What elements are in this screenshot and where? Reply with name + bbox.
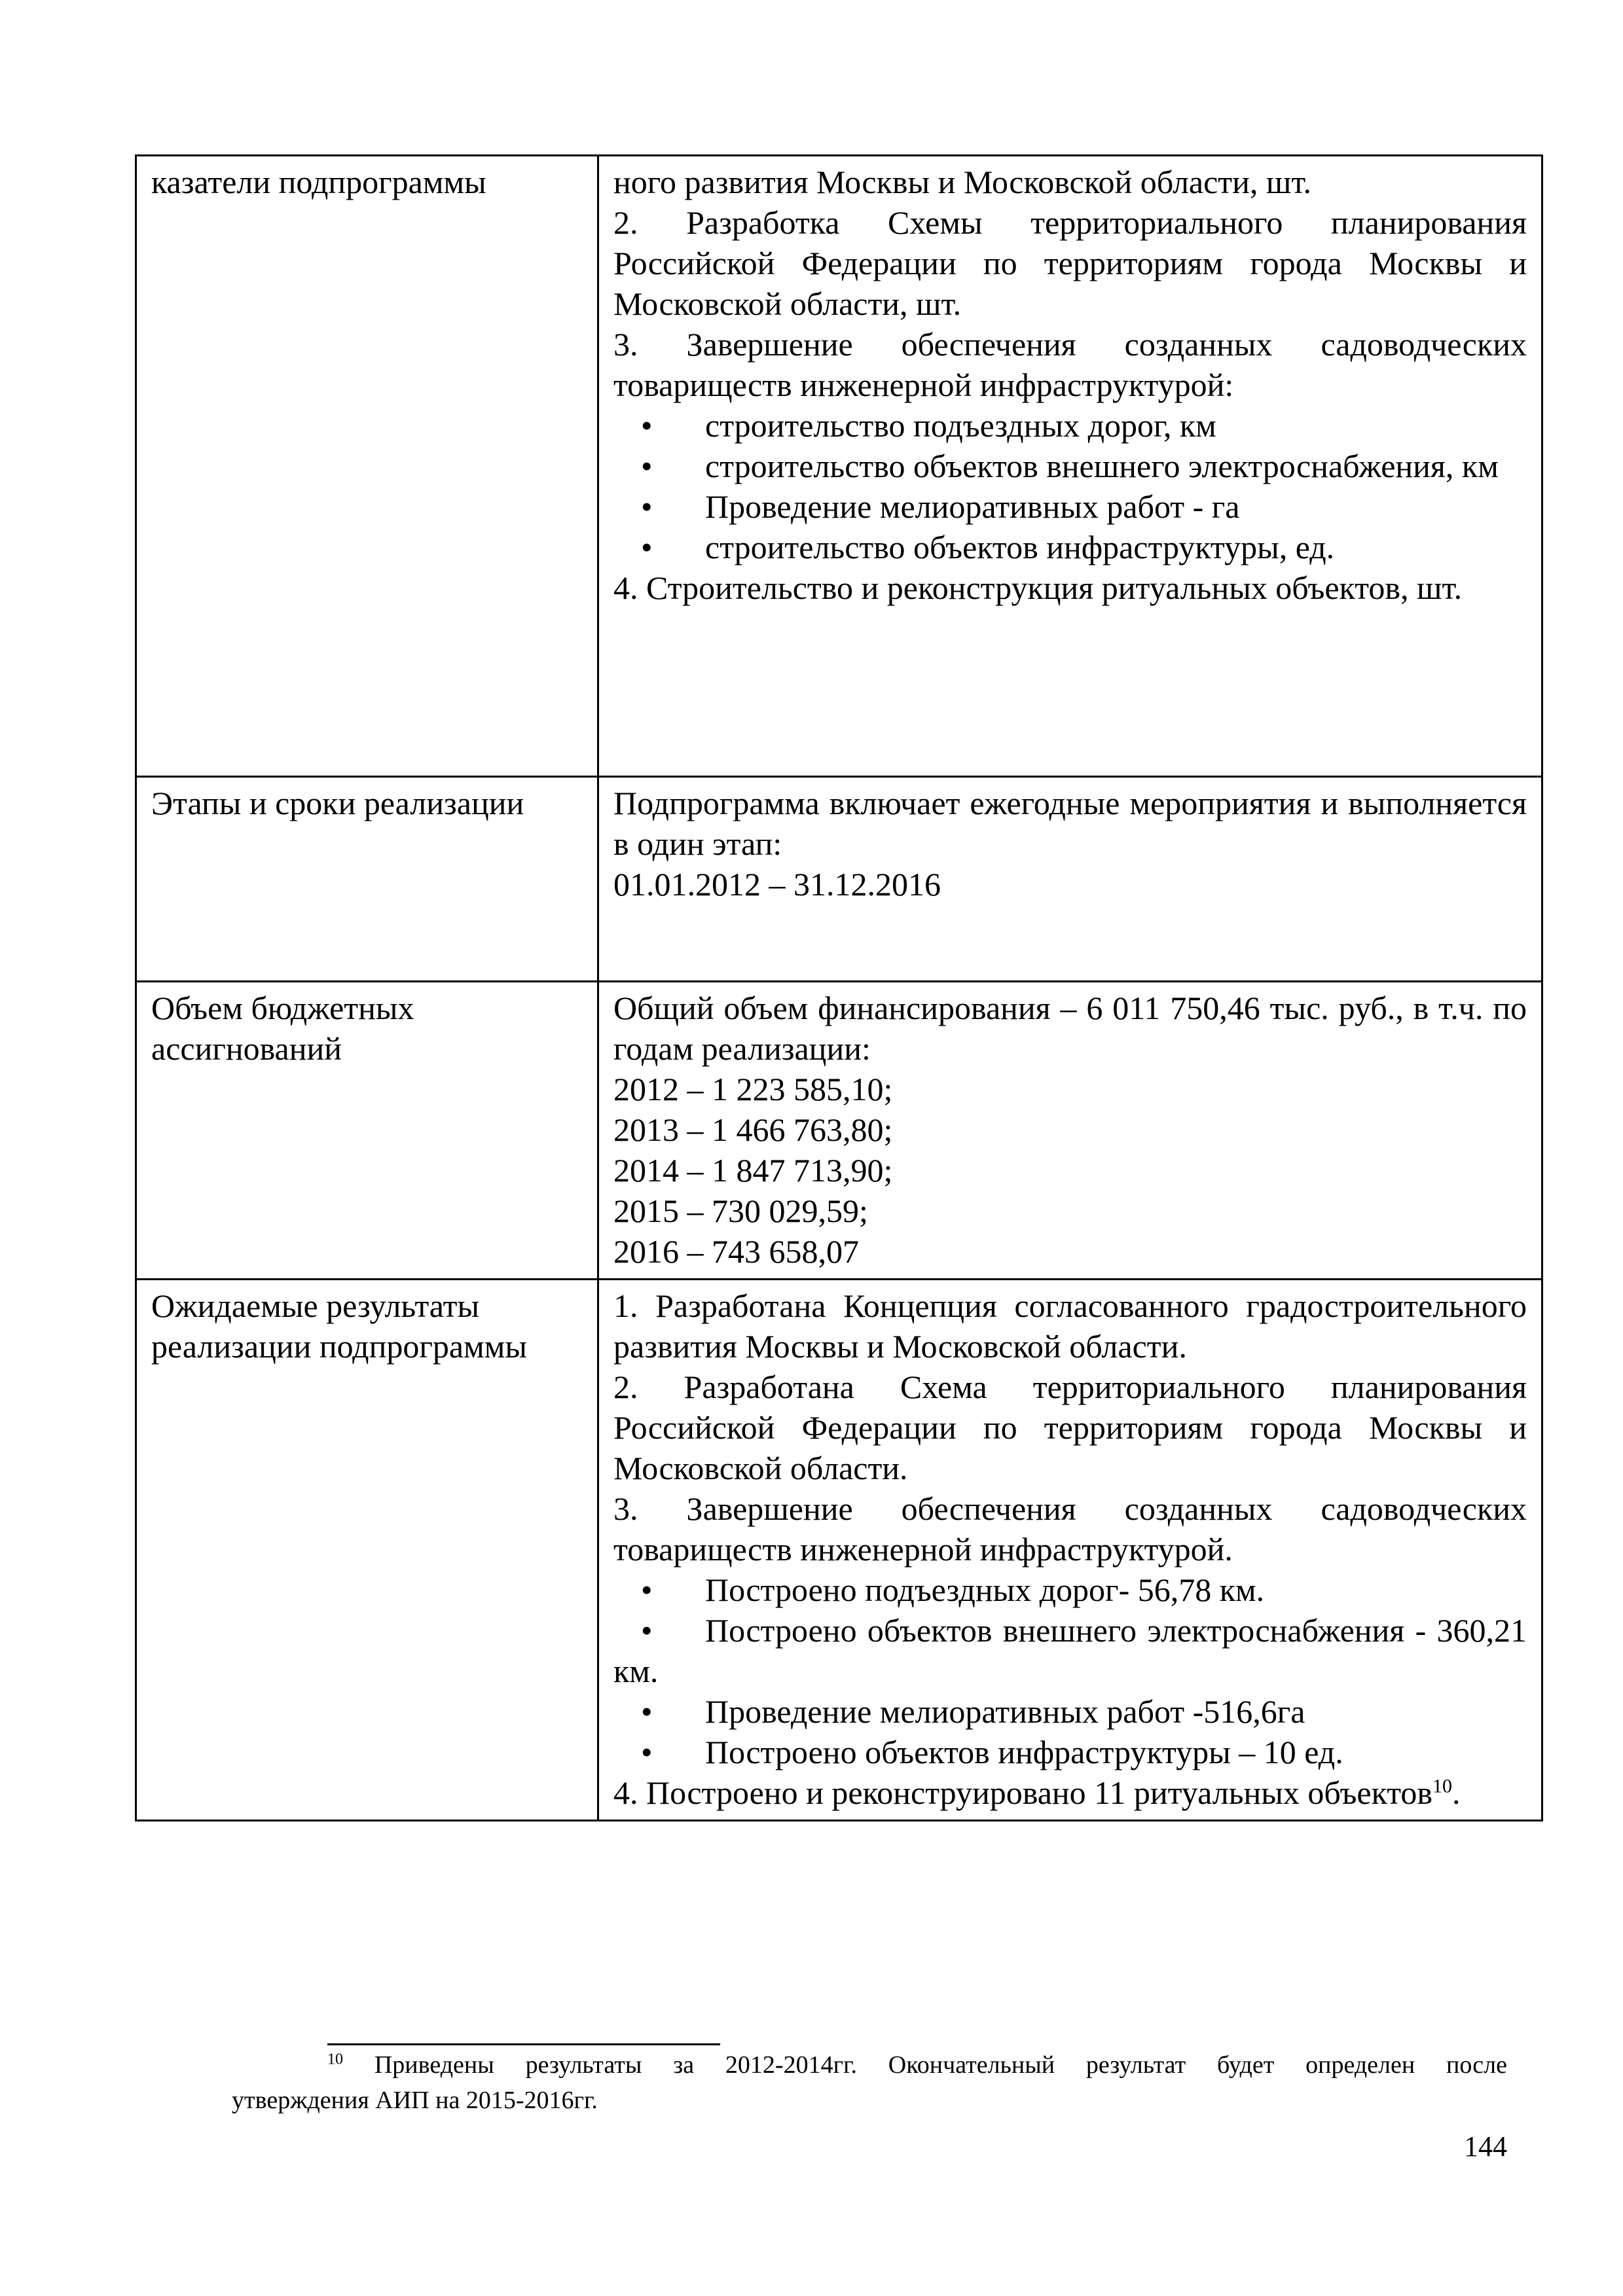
row-label: Этапы и сроки реализации (151, 785, 524, 821)
list-item-text: Проведение мелиоративных работ -516,6га (705, 1693, 1305, 1730)
passport-table (135, 154, 1543, 1821)
tail-text: 4. Построено и реконструировано 11 ритуальных объектов (613, 1774, 1433, 1811)
row-label: Объем бюджетных ассигнований (151, 990, 414, 1067)
row-label-cell (136, 1280, 598, 1821)
list-item (613, 1691, 1527, 1732)
list-item-text: строительство объектов инфраструктуры, ед. (705, 529, 1335, 565)
list-item (613, 446, 1527, 486)
bullet-icon: • (641, 448, 653, 484)
list-item-text: Построено объектов инфраструктуры – 10 ед. (705, 1734, 1343, 1770)
list-item (613, 1732, 1527, 1772)
footnote-line-1 (232, 2047, 1507, 2083)
footnote-ref[interactable]: 10 (1432, 1775, 1453, 1797)
footnote-text-1: Приведены результаты за 2012-2014гг. Окончательный результат будет определен после (374, 2051, 1507, 2079)
row-label: Ожидаемые результаты реализации подпрограммы (151, 1287, 527, 1365)
row-content-cell (598, 777, 1542, 982)
year-amount: 2016 – 743 658,07 (613, 1233, 859, 1270)
list-item (613, 1610, 1527, 1691)
content-line: 3. Завершение обеспечения созданных садоводческих товариществ инженерной инфраструктурой: (613, 326, 1527, 403)
bullet-icon: • (641, 488, 653, 525)
row-label-cell (136, 156, 598, 777)
row-content-cell (598, 982, 1542, 1280)
list-item-text: Проведение мелиоративных работ - га (705, 488, 1240, 525)
tail-end: . (1452, 1774, 1461, 1811)
bullet-icon: • (641, 1612, 653, 1649)
row-label-cell (136, 777, 598, 982)
bullet-icon: • (641, 529, 653, 565)
content-line: 3. Завершение обеспечения созданных садоводческих товариществ инженерной инфраструктурой. (613, 1490, 1527, 1568)
footnote-line-2: утверждения АИП на 2015-2016гг. (232, 2087, 598, 2114)
list-item-text: Построено объектов внешнего электроснабжения - 360,21 км. (613, 1612, 1527, 1689)
content-line: Общий объем финансирования – 6 011 750,46 тыс. руб., в т.ч. по годам реализации: (613, 990, 1527, 1067)
year-amount: 2015 – 730 029,59; (613, 1193, 868, 1229)
year-amount: 2012 – 1 223 585,10; (613, 1071, 893, 1107)
table-row-indicators (136, 156, 1542, 777)
list-item-text: строительство объектов внешнего электроснабжения, км (705, 448, 1499, 484)
bullet-icon: • (641, 407, 653, 444)
list-item (613, 527, 1527, 567)
footnote (232, 2047, 1507, 2118)
bullet-icon: • (641, 1571, 653, 1608)
content-line: Подпрограмма включает ежегодные мероприятия и выполняется в один этап: (613, 785, 1527, 862)
footnote-divider (327, 2043, 720, 2045)
list-item-text: строительство подъездных дорог, км (705, 407, 1216, 444)
table-row-budget (136, 982, 1542, 1280)
row-label-cell (136, 982, 598, 1280)
list-item-text: Построено подъездных дорог- 56,78 км. (705, 1571, 1265, 1608)
list-item (613, 486, 1527, 527)
content-line: ного развития Москвы и Московской области, шт. (613, 164, 1311, 200)
footnote-number: 10 (327, 2051, 343, 2068)
year-amount: 2014 – 1 847 713,90; (613, 1152, 893, 1189)
content-line (613, 1772, 1527, 1813)
list-item (613, 405, 1527, 446)
content-line: 1. Разработана Концепция согласованного градостроительного развития Москвы и Московской области. (613, 1287, 1527, 1365)
content-line: 2. Разработка Схемы территориального планирования Российской Федерации по территориям города Москвы и Московской области, шт. (613, 204, 1527, 322)
period-line: 01.01.2012 – 31.12.2016 (613, 866, 941, 903)
bullet-icon: • (641, 1734, 653, 1770)
list-item (613, 1570, 1527, 1610)
table-row-stages (136, 777, 1542, 982)
row-content-cell (598, 1280, 1542, 1821)
row-label: казатели подпрограммы (151, 164, 486, 200)
content-line: 2. Разработана Схема территориального планирования Российской Федерации по территориям города Москвы и Московской области. (613, 1369, 1527, 1486)
bullet-icon: • (641, 1693, 653, 1730)
page-number: 144 (1464, 2130, 1507, 2162)
table-row-results (136, 1280, 1542, 1821)
year-amount: 2013 – 1 466 763,80; (613, 1111, 893, 1148)
row-content-cell (598, 156, 1542, 777)
content-line: 4. Строительство и реконструкция ритуальных объектов, шт. (613, 569, 1463, 606)
